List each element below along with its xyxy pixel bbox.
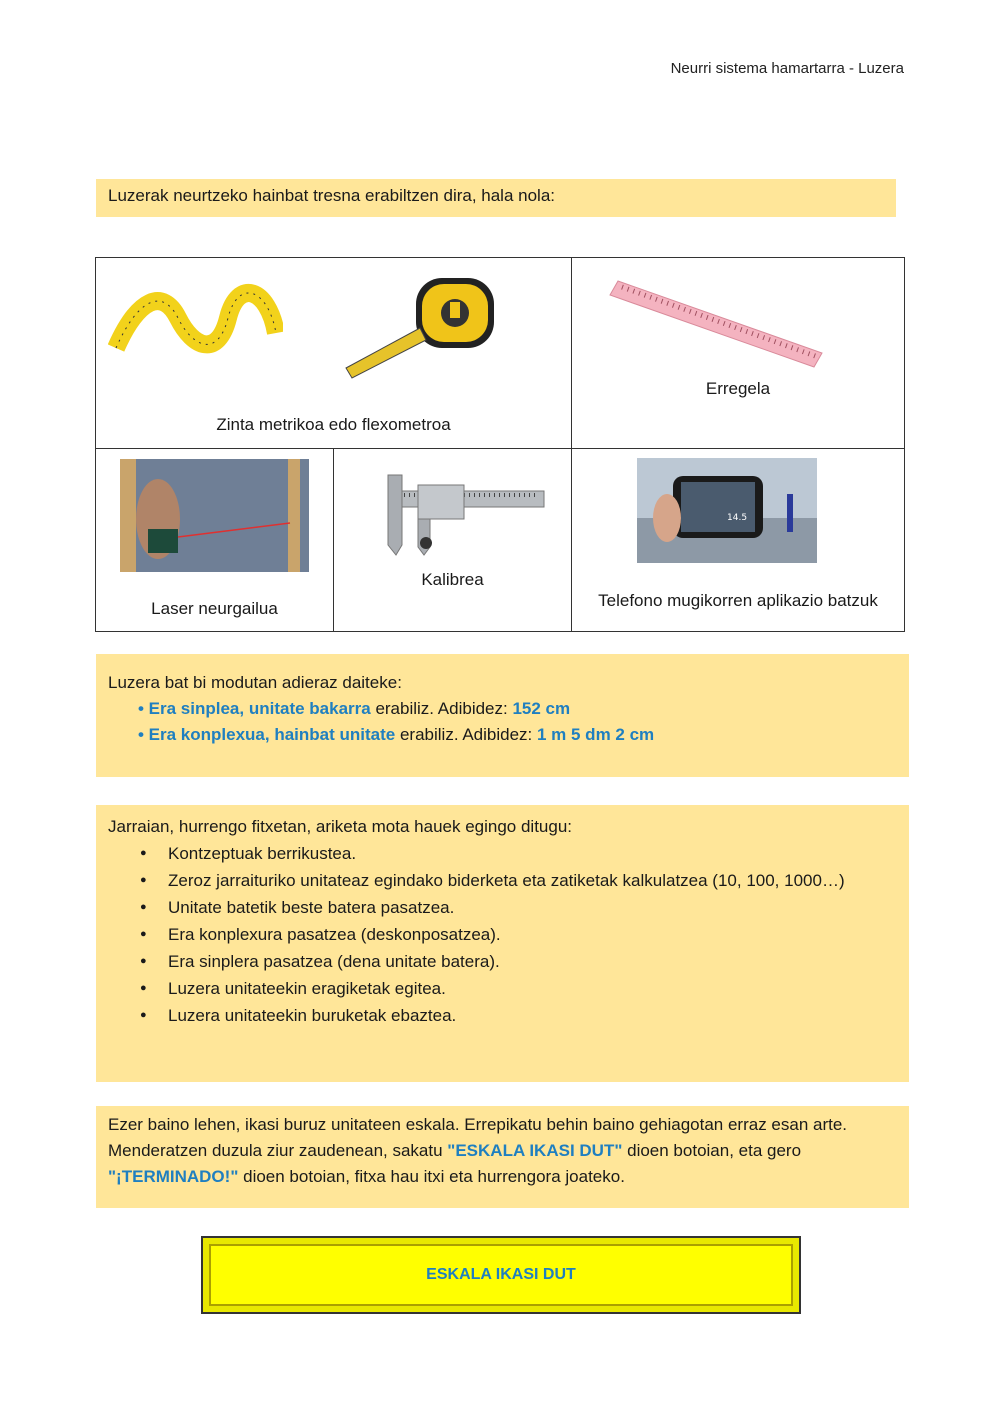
exercise-item: ● Luzera unitateekin eragiketak egitea.	[108, 975, 897, 1002]
instructions-finish-ref: "¡TERMINADO!"	[108, 1167, 239, 1186]
tools-cell-phone	[572, 449, 905, 632]
exercises-box	[96, 805, 909, 1082]
expression-box	[96, 654, 909, 777]
tape-caption: Zinta metrikoa edo flexometroa	[216, 415, 451, 434]
exercise-item: ● Kontzeptuak berrikustea.	[108, 840, 897, 867]
instructions-part2: dioen botoian, eta gero	[622, 1141, 802, 1160]
expression-item-simple-title: • Era sinplea, unitate bakarra	[138, 699, 371, 718]
ruler-icon	[602, 273, 827, 373]
phone-app-icon	[637, 458, 817, 563]
expression-item-complex-title: • Era konplexua, hainbat unitate	[138, 725, 396, 744]
tools-table	[95, 257, 905, 632]
exercise-item: ● Era konplexura pasatzea (deskonposatzea).	[108, 921, 897, 948]
exercise-item: ● Era sinplera pasatzea (dena unitate batera).	[108, 948, 897, 975]
instructions-part1: Ezer baino lehen, ikasi buruz unitateen eskala. Errepikatu behin baino gehiagotan erraz esan arte. Menderatzen duzula ziur zaudenean, sakatu	[108, 1115, 848, 1160]
exercise-item: ● Luzera unitateekin buruketak ebaztea.	[108, 1002, 897, 1029]
caliper-caption: Kalibrea	[421, 570, 484, 589]
expression-item-complex-example: 1 m 5 dm 2 cm	[536, 725, 655, 744]
expression-item-simple	[138, 696, 897, 722]
tools-cell-tape	[96, 258, 572, 449]
flexometer-icon	[326, 268, 506, 383]
svg-text:14.5: 14.5	[727, 513, 748, 523]
intro-box	[96, 179, 896, 217]
exercise-item: ● Unitate batetik beste batera pasatzea.	[108, 894, 897, 921]
instructions-button-ref: "ESKALA IKASI DUT"	[447, 1141, 623, 1160]
instructions-part3: dioen botoian, fitxa hau itxi eta hurrengora joateko.	[238, 1167, 625, 1186]
intro-text: Luzerak neurtzeko hainbat tresna erabiltzen dira, hala nola:	[108, 186, 556, 205]
caliper-icon	[368, 465, 546, 560]
instructions-box	[96, 1106, 909, 1208]
laser-meter-icon	[120, 459, 309, 572]
tape-measure-icon	[108, 278, 283, 368]
expression-item-simple-mid: erabiliz. Adibidez:	[370, 699, 513, 718]
button-label: ESKALA IKASI DUT	[426, 1266, 576, 1283]
tools-cell-ruler	[572, 258, 905, 449]
expression-item-complex-mid: erabiliz. Adibidez:	[395, 725, 537, 744]
page-header: Neurri sistema hamartarra - Luzera	[670, 60, 904, 77]
expression-lead: Luzera bat bi modutan adieraz daiteke:	[108, 673, 402, 692]
exercises-lead: Jarraian, hurrengo fitxetan, ariketa mota hauek egingo ditugu:	[108, 817, 573, 836]
tools-cell-laser	[96, 449, 334, 632]
exercise-item: ● Zeroz jarraituriko unitateaz egindako biderketa eta zatiketak kalkulatzea (10, 100, 1000…)	[108, 867, 897, 894]
ruler-caption: Erregela	[705, 379, 771, 398]
expression-item-simple-example: 152 cm	[512, 699, 571, 718]
expression-item-complex	[138, 722, 897, 748]
phone-caption: Telefono mugikorren aplikazio batzuk	[598, 591, 878, 610]
eskala-ikasi-dut-button[interactable]	[201, 1236, 801, 1314]
tools-cell-caliper	[334, 449, 572, 632]
laser-caption: Laser neurgailua	[151, 599, 278, 618]
